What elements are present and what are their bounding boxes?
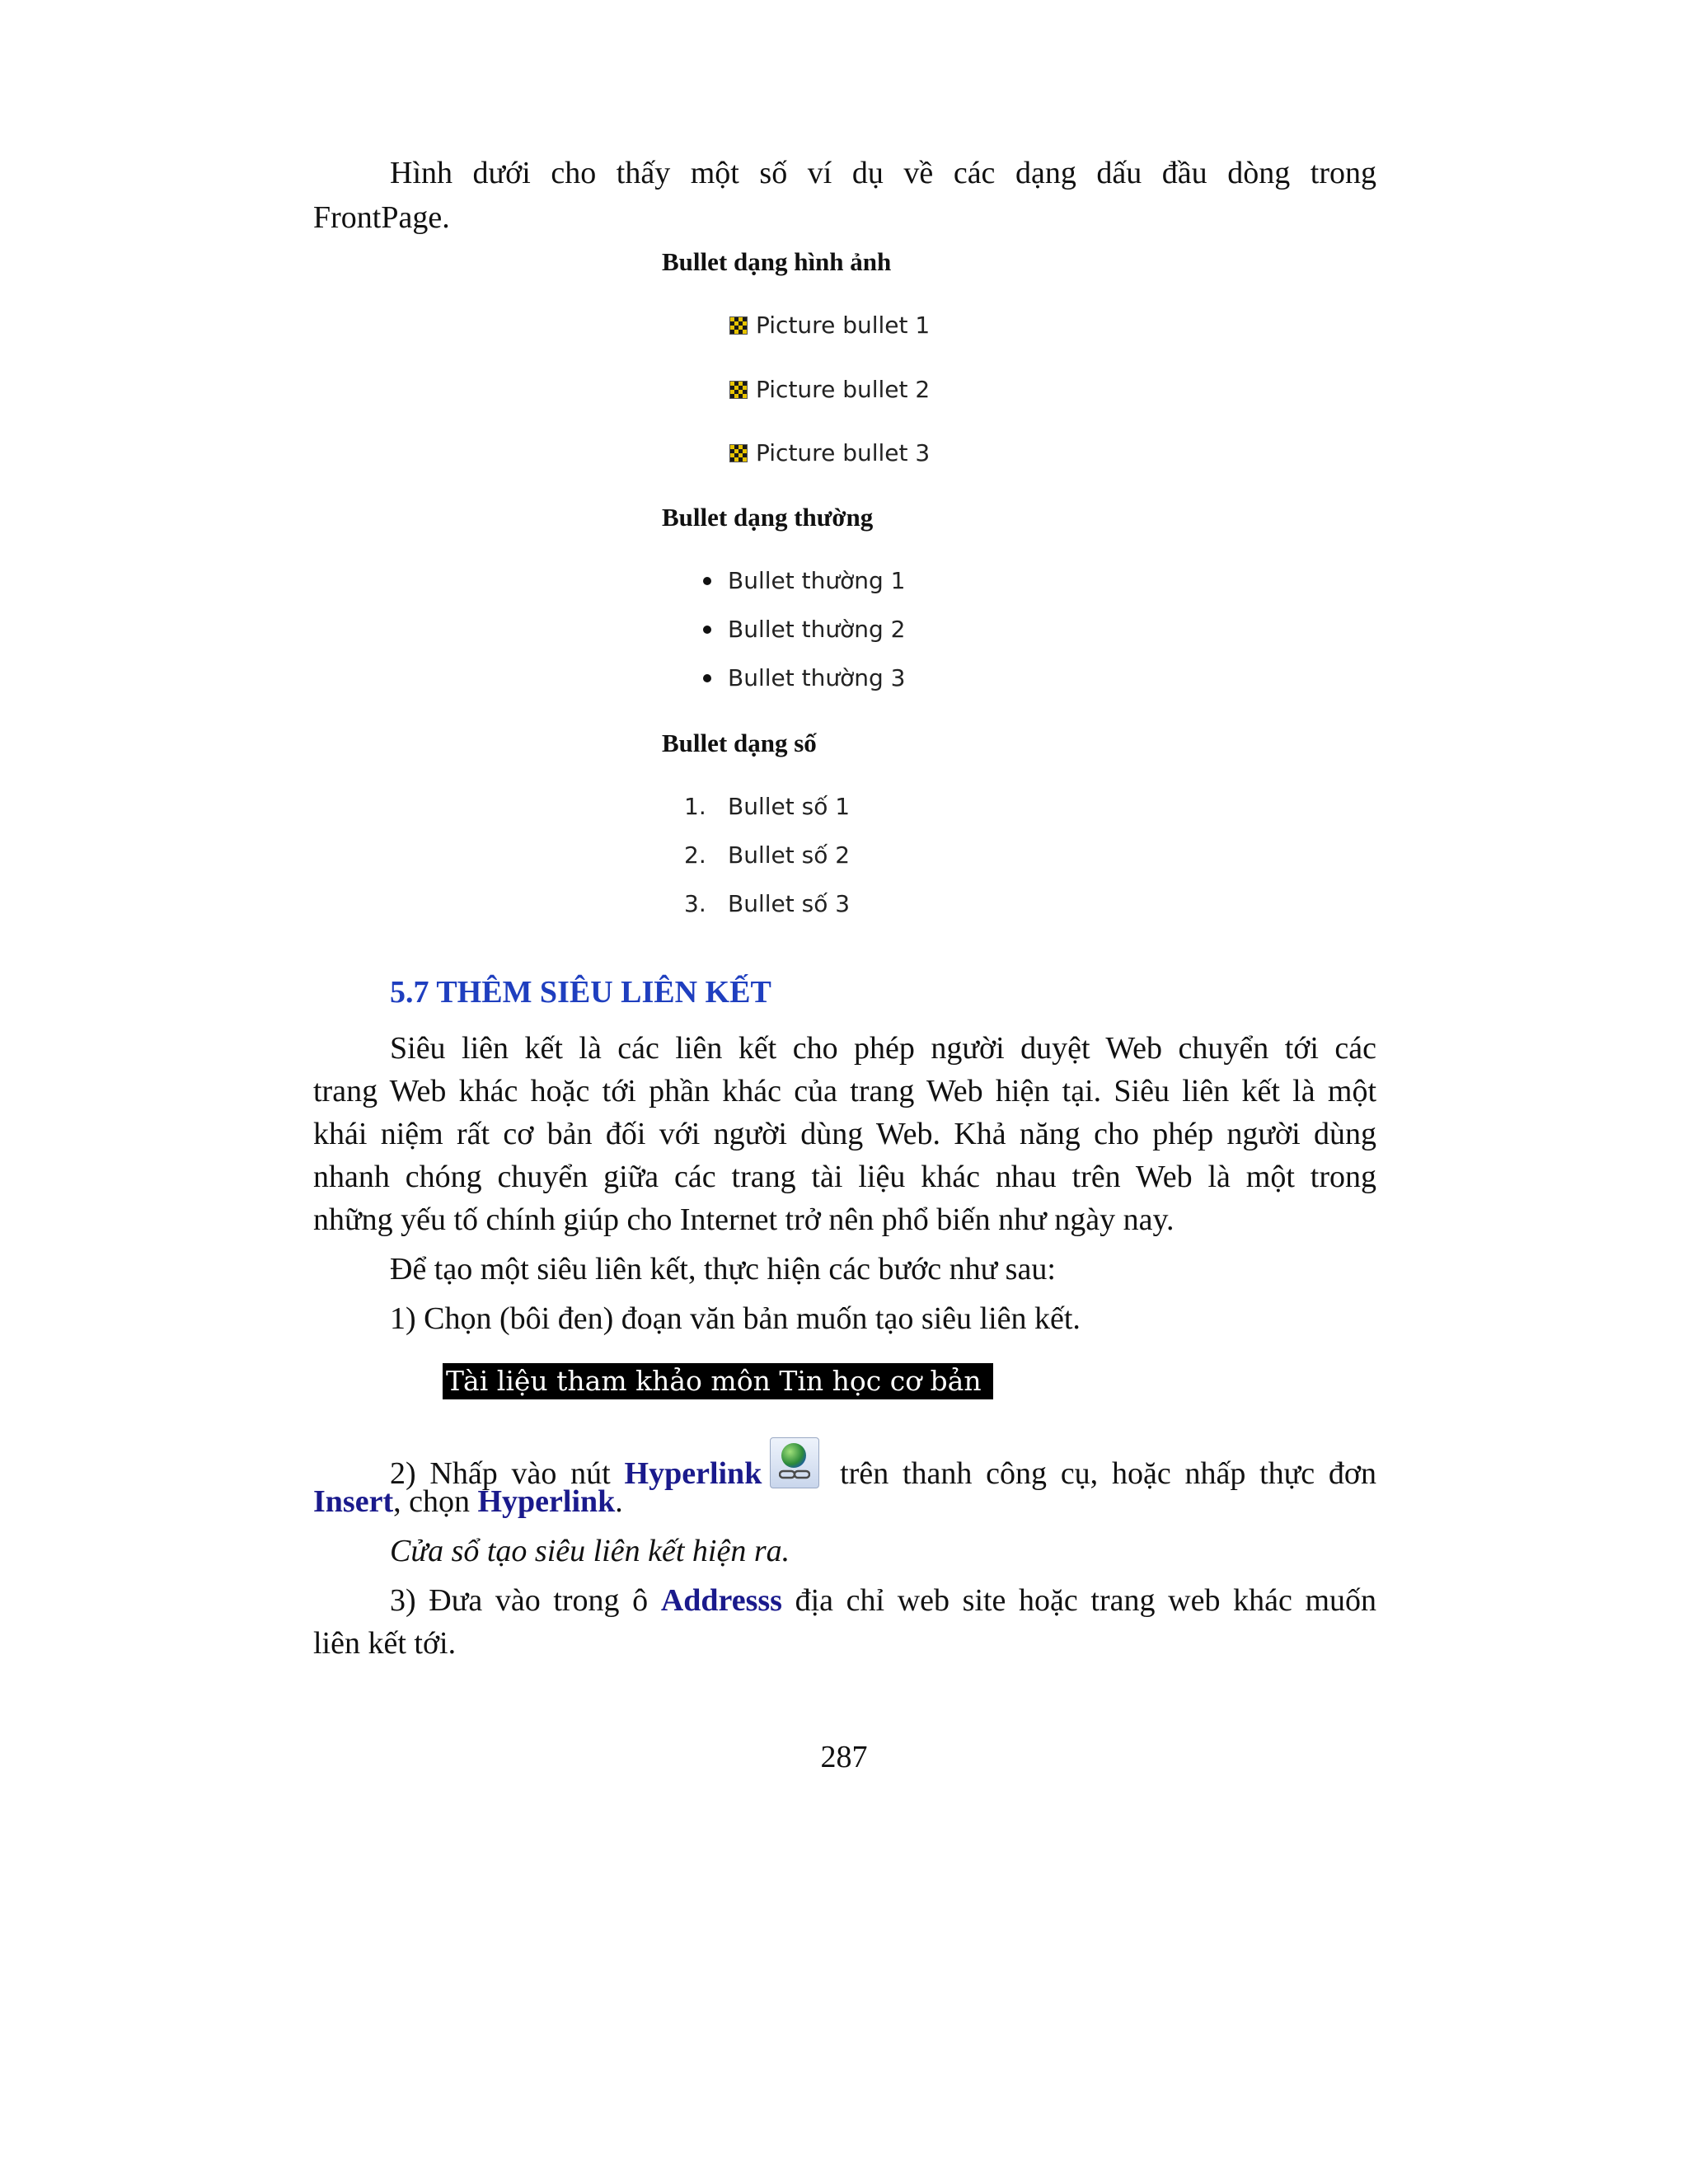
dialog-note: Cửa sổ tạo siêu liên kết hiện ra.: [390, 1534, 790, 1568]
round-bullet-icon: [703, 674, 711, 682]
list-number: 2.: [684, 841, 706, 869]
plain-bullet-text: Bullet thường 2: [728, 616, 906, 643]
hyperlink-button-label: Hyperlink: [624, 1456, 762, 1491]
plain-bullet-text: Bullet thường 3: [728, 664, 906, 691]
step-2-line-2: [313, 1480, 1376, 1523]
step-2-end: .: [615, 1484, 623, 1519]
plain-bullets-heading: Bullet dạng thường: [662, 503, 874, 532]
list-number: 3.: [684, 890, 706, 917]
hyperlink-menu-label: Hyperlink: [477, 1484, 616, 1519]
list-item: [684, 890, 850, 917]
section-title: 5.7 THÊM SIÊU LIÊN KẾT: [390, 975, 771, 1010]
picture-bullet-text: Picture bullet 3: [756, 439, 931, 466]
step-2-middle: trên thanh công cụ, hoặc nhấp thực đơn: [840, 1456, 1377, 1491]
selected-text-sample: Tài liệu tham khảo môn Tin học cơ bản: [443, 1363, 993, 1399]
step-3-rest: địa chỉ web site hoặc trang web khác muốn: [795, 1583, 1377, 1618]
list-item: [703, 567, 905, 594]
checkered-bullet-icon: [729, 444, 748, 462]
list-number: 1.: [684, 793, 706, 820]
numbered-bullet-text: Bullet số 2: [728, 841, 851, 869]
list-item: [684, 793, 850, 820]
steps-intro: Để tạo một siêu liên kết, thực hiện các bước như sau:: [390, 1252, 1056, 1286]
section-para-line-1: Siêu liên kết là các liên kết cho phép người duyệt Web chuyển tới các: [390, 1031, 1376, 1066]
list-item: [684, 841, 850, 869]
step-2-prefix: 2) Nhấp vào nút: [390, 1456, 611, 1491]
picture-bullet-text: Picture bullet 2: [756, 376, 931, 403]
intro-line-1: Hình dưới cho thấy một số ví dụ về các dạng dấu đầu dòng trong: [390, 156, 1376, 190]
numbered-bullets-heading: Bullet dạng số: [662, 729, 817, 757]
plain-bullet-text: Bullet thường 1: [728, 567, 906, 594]
insert-menu-label: Insert: [313, 1484, 394, 1519]
list-item: [729, 439, 930, 466]
numbered-bullet-text: Bullet số 1: [728, 793, 851, 820]
address-field-label: Addresss: [660, 1583, 782, 1618]
step-3-line-1: [313, 1579, 1376, 1622]
checkered-bullet-icon: [729, 316, 748, 335]
list-item: [729, 376, 930, 403]
picture-bullets-heading: Bullet dạng hình ảnh: [662, 247, 892, 276]
section-para-line-4: nhanh chóng chuyển giữa các trang tài liệu khác nhau trên Web là một trong: [313, 1160, 1376, 1194]
step-1: 1) Chọn (bôi đen) đoạn văn bản muốn tạo siêu liên kết.: [390, 1301, 1081, 1336]
picture-bullet-text: Picture bullet 1: [756, 312, 931, 339]
intro-line-2: FrontPage.: [313, 200, 450, 235]
list-item: [729, 312, 930, 339]
numbered-bullet-text: Bullet số 3: [728, 890, 851, 917]
step-3-prefix: 3) Đưa vào trong ô: [390, 1583, 649, 1618]
list-item: [703, 664, 905, 691]
checkered-bullet-icon: [729, 381, 748, 399]
section-para-line-5: những yếu tố chính giúp cho Internet trở nên phổ biến như ngày nay.: [313, 1202, 1175, 1237]
list-item: [703, 616, 905, 643]
section-para-line-2: trang Web khác hoặc tới phần khác của trang Web hiện tại. Siêu liên kết là một: [313, 1074, 1376, 1108]
page-number: 287: [820, 1740, 868, 1774]
round-bullet-icon: [703, 577, 711, 585]
section-para-line-3: khái niệm rất cơ bản đối với người dùng Web. Khả năng cho phép người dùng: [313, 1117, 1376, 1151]
step-2-choose: , chọn: [393, 1484, 470, 1519]
step-3-line-2: liên kết tới.: [313, 1626, 457, 1661]
round-bullet-icon: [703, 626, 711, 634]
